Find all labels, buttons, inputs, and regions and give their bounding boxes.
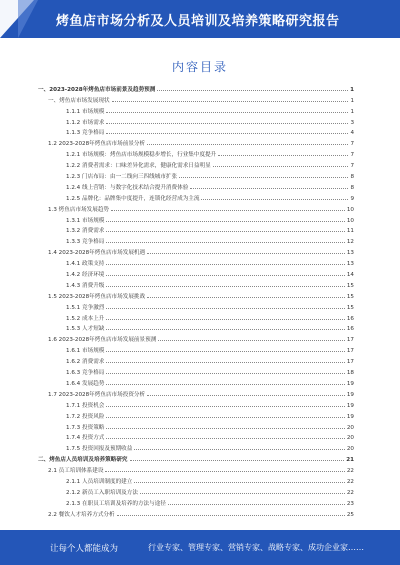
toc-entry[interactable] xyxy=(38,234,354,245)
toc-entry-title: 1.2.4 线上营销：与数字化技术结合提升消费体验 xyxy=(66,184,189,191)
toc-leader-dots xyxy=(106,384,344,385)
toc-page-number: 12 xyxy=(346,239,354,246)
toc-entry-title: 1.2 2023-2028年烤鱼店市场前景分析 xyxy=(48,141,146,148)
toc-entry[interactable] xyxy=(38,147,354,158)
toc-entry-title: 二、烤鱼店人员培训及培养策略研究 xyxy=(38,457,128,464)
toc-leader-dots xyxy=(106,221,344,222)
toc-entry[interactable] xyxy=(38,278,354,289)
toc-page-number: 20 xyxy=(346,435,354,442)
toc-entry-title: 一、烤鱼店市场发展现状 xyxy=(48,97,110,104)
toc-entry[interactable] xyxy=(38,169,354,180)
toc-entry-title: 1.7 2023-2028年烤鱼店市场投资分析 xyxy=(48,391,146,398)
toc-leader-dots xyxy=(168,504,345,505)
toc-leader-dots xyxy=(112,101,349,102)
toc-leader-dots xyxy=(111,210,345,211)
toc-entry-title: 1.5.1 竞争激烈 xyxy=(66,304,105,311)
toc-leader-dots xyxy=(106,438,344,439)
toc-entry-title: 1.1.2 市场需求 xyxy=(66,119,105,126)
toc-entry-title: 1.2.2 消费者需求：口味差异化需求，健康化需求日益明显 xyxy=(66,163,211,170)
toc-page-number: 17 xyxy=(346,359,354,366)
toc-entry-title: 1.3.3 竞争格局 xyxy=(66,239,105,246)
toc-entry[interactable] xyxy=(38,441,354,452)
toc-leader-dots xyxy=(106,362,344,363)
toc-leader-dots xyxy=(218,155,348,156)
toc-page-number: 15 xyxy=(346,293,354,300)
toc-leader-dots xyxy=(213,166,349,167)
toc-entry[interactable] xyxy=(38,202,354,213)
toc-leader-dots xyxy=(190,188,348,189)
toc-page-number: 4 xyxy=(350,130,354,137)
toc-entry[interactable] xyxy=(38,409,354,420)
toc-page-number: 15 xyxy=(346,304,354,311)
toc-entry-title: 1.1.1 市场规模 xyxy=(66,108,105,115)
toc-page-number: 7 xyxy=(350,152,354,159)
toc-page-number: 15 xyxy=(346,282,354,289)
toc-page-number: 8 xyxy=(350,174,354,181)
toc-entry-title: 2.1 员工培训体系建设 xyxy=(48,468,104,475)
toc-entry-title: 1.7.5 投资回报及预期收益 xyxy=(66,446,133,453)
toc-entry[interactable] xyxy=(38,485,354,496)
toc-entry[interactable] xyxy=(38,332,354,343)
toc-leader-dots xyxy=(140,493,345,494)
toc-entry-title: 1.3 烤鱼店市场发展趋势 xyxy=(48,206,110,213)
toc-leader-dots xyxy=(157,90,348,91)
toc-page-number: 20 xyxy=(346,446,354,453)
toc-page-number: 18 xyxy=(346,370,354,377)
toc-entry[interactable] xyxy=(38,256,354,267)
toc-leader-dots xyxy=(106,286,344,287)
toc-entry-title: 1.6.3 竞争格局 xyxy=(66,370,105,377)
toc-page-number: 10 xyxy=(346,206,354,213)
toc-page-number: 17 xyxy=(346,337,354,344)
toc-entry-title: 2.1.1 人员培训制度的建立 xyxy=(66,478,133,485)
toc-entry-title: 1.3.2 消费需求 xyxy=(66,228,105,235)
report-title: 烤鱼店市场分析及人员培训及培养策略研究报告 xyxy=(56,14,340,29)
toc-page-number: 1 xyxy=(350,108,354,115)
toc-entry[interactable] xyxy=(38,93,354,104)
toc-entry-title: 1.7.3 投资策略 xyxy=(66,424,105,431)
toc-page-number: 13 xyxy=(346,261,354,268)
toc-entry-title: 一、2023-2028年烤鱼店市场前景及趋势预测 xyxy=(38,86,156,93)
toc-page-number: 22 xyxy=(346,478,354,485)
page-footer xyxy=(0,530,400,565)
toc-entry-title: 1.4 2023-2028年烤鱼店市场发展机遇 xyxy=(48,250,146,257)
toc-heading: 内容目录 xyxy=(171,60,228,74)
toc-entry[interactable] xyxy=(38,343,354,354)
footer-slogan: 让每个人都能成为 xyxy=(50,544,119,554)
toc-leader-dots xyxy=(147,297,345,298)
toc-page-number: 22 xyxy=(346,489,354,496)
toc-entry[interactable] xyxy=(38,452,354,463)
toc-page-number: 17 xyxy=(346,348,354,355)
toc-entry[interactable] xyxy=(38,387,354,398)
toc-leader-dots xyxy=(106,351,344,352)
toc-leader-dots xyxy=(147,144,348,145)
header-decoration-accent xyxy=(18,0,38,38)
toc-entry-title: 1.5.3 人才短缺 xyxy=(66,326,105,333)
toc-entry-title: 1.7.2 投资风险 xyxy=(66,413,105,420)
toc-entry-title: 1.1.3 竞争格局 xyxy=(66,130,105,137)
toc-page-number: 7 xyxy=(350,141,354,148)
toc-leader-dots xyxy=(106,242,344,243)
toc-entry-title: 1.6.2 消费需求 xyxy=(66,359,105,366)
toc-leader-dots xyxy=(106,275,344,276)
toc-page-number: 9 xyxy=(350,195,354,202)
toc-entry[interactable] xyxy=(38,365,354,376)
toc-entry[interactable] xyxy=(38,311,354,322)
toc-entry-title: 1.6.4 发展趋势 xyxy=(66,380,105,387)
toc-leader-dots xyxy=(134,449,345,450)
toc-entry[interactable] xyxy=(38,420,354,431)
toc-entry[interactable] xyxy=(38,180,354,191)
toc-page-number: 7 xyxy=(350,163,354,170)
toc-entry[interactable] xyxy=(38,398,354,409)
toc-leader-dots xyxy=(106,112,348,113)
toc-entry-title: 2.1.2 新员工入职培训及方法 xyxy=(66,489,138,496)
toc-entry[interactable] xyxy=(38,474,354,485)
toc-leader-dots xyxy=(106,319,344,320)
toc-leader-dots xyxy=(106,406,344,407)
toc-page-number: 21 xyxy=(346,457,354,464)
toc-entry-title: 2.2 餐饮人才培养方式分析 xyxy=(48,511,115,518)
toc-page-number: 8 xyxy=(350,184,354,191)
toc-entry[interactable] xyxy=(38,104,354,115)
toc-entry-title: 1.5.2 成本上升 xyxy=(66,315,105,322)
toc-leader-dots xyxy=(117,515,345,516)
toc-entry[interactable] xyxy=(38,322,354,333)
toc-page-number: 19 xyxy=(346,413,354,420)
toc-entry[interactable] xyxy=(38,191,354,202)
toc-page-number: 14 xyxy=(346,272,354,279)
toc-entry-title: 1.4.2 经济环境 xyxy=(66,272,105,279)
toc-entry-title: 1.2.5 品牌化：品牌集中度提升，连锁化经营成为主流 xyxy=(66,195,200,202)
toc-page-number: 25 xyxy=(346,511,354,518)
toc-page-number: 16 xyxy=(346,315,354,322)
toc-page-number: 19 xyxy=(346,380,354,387)
toc-entry-title: 1.4.1 政策支持 xyxy=(66,261,105,268)
toc-entry-title: 1.7.4 投资方式 xyxy=(66,435,105,442)
toc-entry[interactable] xyxy=(38,126,354,137)
toc-entry[interactable] xyxy=(38,431,354,442)
toc-entry[interactable] xyxy=(38,115,354,126)
toc-leader-dots xyxy=(106,264,344,265)
toc-entry[interactable] xyxy=(38,213,354,224)
toc-leader-dots xyxy=(106,373,344,374)
toc-entry-title: 1.6.1 市场规模 xyxy=(66,348,105,355)
toc-leader-dots xyxy=(158,340,345,341)
page-header xyxy=(0,0,400,38)
toc-entry[interactable] xyxy=(38,158,354,169)
toc-entry[interactable] xyxy=(38,354,354,365)
toc-entry-title: 1.4.3 消费升级 xyxy=(66,282,105,289)
toc-entry-title: 1.5 2023-2028年烤鱼店市场发展挑战 xyxy=(48,293,146,300)
toc-page-number: 11 xyxy=(346,228,354,235)
toc-leader-dots xyxy=(130,460,345,461)
footer-roles: 行业专家、管理专家、营销专家、战略专家、成功企业家…… xyxy=(148,543,364,552)
toc-entry-title: 2.1.3 在职员工培训及培养的方法与途径 xyxy=(66,500,166,507)
toc-leader-dots xyxy=(106,123,348,124)
toc-entry[interactable] xyxy=(38,224,354,235)
toc-page-number: 10 xyxy=(346,217,354,224)
toc-leader-dots xyxy=(147,395,345,396)
toc-page-number: 1 xyxy=(350,86,354,93)
toc-leader-dots xyxy=(201,199,348,200)
toc-leader-dots xyxy=(106,133,348,134)
toc-page-number: 19 xyxy=(346,391,354,398)
toc-page-number: 13 xyxy=(346,250,354,257)
toc-entry-title: 1.3.1 市场规模 xyxy=(66,217,105,224)
toc-entry[interactable] xyxy=(38,376,354,387)
toc-leader-dots xyxy=(106,329,344,330)
toc-entry-title: 1.2.1 市场规模：烤鱼店市场规模稳步增长，行业集中度提升 xyxy=(66,152,217,159)
toc-entry-title: 1.2.3 门店布局：由一二线向三四线城市扩张 xyxy=(66,174,178,181)
toc-page-number: 16 xyxy=(346,326,354,333)
toc-leader-dots xyxy=(106,308,344,309)
toc-entry[interactable] xyxy=(38,289,354,300)
toc-leader-dots xyxy=(106,417,344,418)
toc-entry-title: 1.6 2023-2028年烤鱼店市场发展前景预测 xyxy=(48,337,157,344)
toc-entry[interactable] xyxy=(38,496,354,507)
toc-page-number: 1 xyxy=(350,97,354,104)
toc-leader-dots xyxy=(106,231,344,232)
toc-entry[interactable] xyxy=(38,267,354,278)
toc-leader-dots xyxy=(147,253,345,254)
toc-entry[interactable] xyxy=(38,507,354,518)
toc-entry[interactable] xyxy=(38,300,354,311)
toc-page-number: 19 xyxy=(346,402,354,409)
toc-entry[interactable] xyxy=(38,245,354,256)
toc-leader-dots xyxy=(179,177,348,178)
toc-entry-title: 1.7.1 投资机会 xyxy=(66,402,105,409)
toc-page-number: 22 xyxy=(346,468,354,475)
toc-leader-dots xyxy=(106,428,344,429)
toc-page-number: 23 xyxy=(346,500,354,507)
toc-leader-dots xyxy=(105,471,344,472)
toc-page-number: 3 xyxy=(350,119,354,126)
toc-entry[interactable] xyxy=(38,82,354,93)
table-of-contents xyxy=(38,82,354,518)
toc-leader-dots xyxy=(134,482,345,483)
toc-page-number: 20 xyxy=(346,424,354,431)
toc-entry[interactable] xyxy=(38,463,354,474)
toc-entry[interactable] xyxy=(38,136,354,147)
